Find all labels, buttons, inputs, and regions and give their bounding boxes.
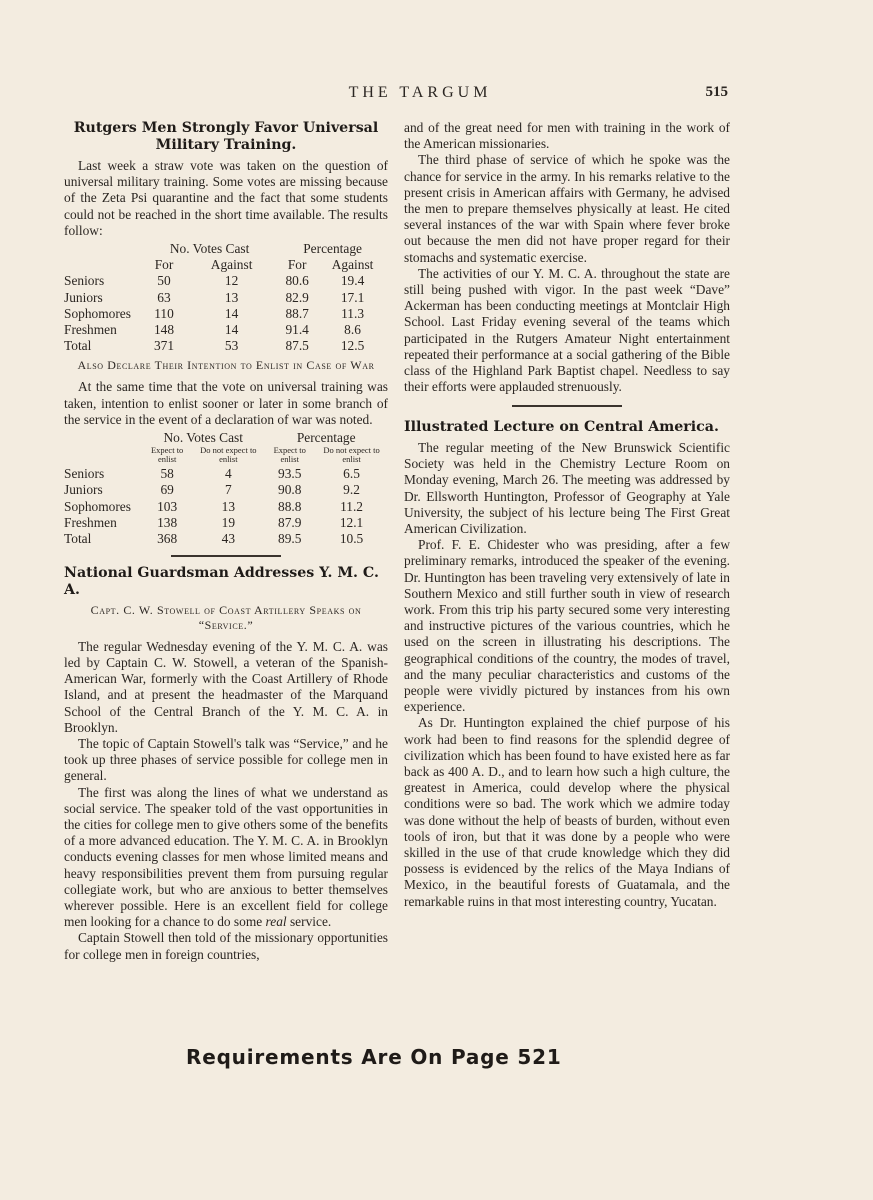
vote-table-enlist: [64, 430, 388, 547]
table-cell: 91.4: [285, 322, 309, 338]
table-cell: 89.5: [278, 531, 302, 547]
column-group-header: No. Votes Cast: [163, 430, 243, 446]
table-cell: 368: [157, 531, 178, 547]
table-group-header: [64, 430, 388, 446]
table-cell: 14: [224, 322, 239, 338]
table-cell: 43: [221, 531, 236, 547]
emphasis-text: real: [265, 914, 287, 930]
table-cell: 19: [221, 514, 236, 530]
table-cell: 53: [224, 338, 239, 354]
article-paragraph: The third phase of service of which he spoke was the chance for service in the army. In his remarks relative to the present crisis in American affairs with Germany, he advised the men to prepare themselves physically at least. He cited several instances of the war with Spain where fever broke out because the men did not have proper regard for their stomachs and systematic exercise.: [404, 152, 730, 265]
article-subhead-enlist: Also Declare Their Intention to Enlist in Case of War: [77, 358, 375, 373]
column-header: For: [154, 257, 174, 273]
table-cell: 13: [221, 498, 236, 514]
table-cell: 87.9: [278, 514, 302, 530]
table-row: [64, 466, 388, 482]
row-label: Sophomores: [64, 305, 131, 321]
table-cell: 90.8: [278, 482, 302, 498]
table-cell: 50: [157, 273, 171, 289]
page-number: 515: [705, 84, 728, 100]
column-header: Do not expect to enlist: [200, 445, 257, 465]
running-head: [62, 84, 742, 106]
table-cell: 13: [224, 289, 239, 305]
article-headline-lecture: Illustrated Lecture on Central America.: [404, 418, 719, 435]
section-divider: [171, 555, 281, 557]
article-paragraph: The activities of our Y. M. C. A. throughout the state are still being pushed with vigor. In the past week “Dave” Ackerman has been conducting meetings at Montclair High School. Last Friday evening several of the teams which participated in the Rutgers Amateur Night entertainment repeated their performance at a social gathering of the Bible class of the Highland Park Baptist chapel. Needless to say their efforts were applauded strenuously.: [404, 265, 730, 395]
article-paragraph: The topic of Captain Stowell's talk was “Service,” and he took up three phases of service possible for college men in general.: [64, 735, 388, 784]
table-row: [64, 515, 388, 531]
table-row: [64, 306, 388, 322]
article-paragraph: The regular meeting of the New Brunswick Scientific Society was held in the Chemistry Lecture Room on Monday evening, March 26. The meeting was addressed by Dr. Ellsworth Huntington, Professor of Geography at Yale University, the subject of his lecture being The First Great American Civilization.: [404, 439, 730, 536]
column-header: For: [287, 257, 307, 273]
vote-table-training: [64, 241, 388, 354]
table-cell: 87.5: [285, 338, 309, 354]
row-label: Freshmen: [64, 514, 117, 530]
table-row: [64, 338, 388, 354]
table-cell: 88.8: [278, 498, 302, 514]
right-column: [404, 120, 730, 910]
table-cell: 9.2: [343, 482, 360, 498]
row-label: Sophomores: [64, 498, 131, 514]
paragraph-text: The first was along the lines of what we understand as social service. The speaker told of the vast opportunities in the cities for college men to give others some of the benefits of a more advanced education. The Y. M. C. A. in Brooklyn conducts evening classes for men whose limited means and heavy responsibilities prevent them from pursuing regular collegiate work, but who are anxious to better themselves wherever possible. Here is an excellent field for college men looking for a chance to do some: [64, 784, 388, 930]
table-cell: 10.5: [339, 531, 364, 547]
table-row: [64, 273, 388, 289]
column-group-header: Percentage: [296, 430, 356, 446]
row-label: Total: [64, 338, 92, 354]
section-divider: [512, 405, 622, 407]
table-cell: 6.5: [343, 466, 360, 482]
table-cell: 11.3: [341, 305, 365, 321]
article-paragraph: The regular Wednesday evening of the Y. M. C. A. was led by Captain C. W. Stowell, a veteran of the Spanish-American War, formerly with the Coast Artillery of Rhode Island, and at present the headmaster of the Marquand School of the Central Branch of the Y. M. C. A. in Brooklyn.: [64, 638, 388, 735]
masthead: THE TARGUM: [348, 84, 492, 101]
table-cell: 12.5: [340, 338, 365, 354]
table-row: [64, 290, 388, 306]
footer-banner: Requirements Are On Page 521: [186, 1045, 562, 1069]
table-cell: 110: [154, 305, 174, 321]
table-cell: 103: [157, 498, 178, 514]
table-row: [64, 499, 388, 515]
article-paragraph: At the same time that the vote on universal training was taken, intention to enlist sooner or later in some branch of the service in the event of a declaration of war was noted.: [64, 379, 388, 427]
row-label: Freshmen: [64, 322, 117, 338]
column-header: Expect to enlist: [273, 445, 306, 465]
article-paragraph: Captain Stowell then told of the missionary opportunities for college men in foreign countries,: [64, 930, 388, 962]
table-cell: 17.1: [340, 289, 365, 305]
table-row: [64, 322, 388, 338]
table-sub-header: [64, 446, 388, 466]
table-row: [64, 531, 388, 547]
article-continuation: and of the great need for men with training in the work of the American missionaries.: [404, 120, 730, 152]
column-header: Against: [210, 257, 253, 273]
paragraph-text: service.: [286, 914, 332, 930]
table-cell: 14: [224, 305, 239, 321]
table-cell: 138: [157, 514, 178, 530]
table-cell: 12.1: [339, 514, 364, 530]
column-header: Do not expect to enlist: [323, 445, 380, 465]
article-headline-guardsman: National Guardsman Addresses Y. M. C. A.: [64, 564, 379, 598]
row-label: Seniors: [64, 466, 105, 482]
table-cell: 63: [157, 289, 171, 305]
row-label: Juniors: [64, 482, 103, 498]
table-cell: 69: [160, 482, 174, 498]
table-sub-header: [64, 257, 388, 273]
row-label: Total: [64, 531, 92, 547]
column-header: Against: [331, 257, 374, 273]
article-subhead-stowell: Capt. C. W. Stowell of Coast Artillery Speaks on “Service.”: [90, 602, 362, 632]
article-paragraph: Last week a straw vote was taken on the question of universal military training. Some votes are missing because of the Zeta Psi quarantine and the fact that some students could not be reached in the short time available. The results follow:: [64, 158, 388, 238]
row-label: Juniors: [64, 289, 103, 305]
column-group-header: Percentage: [303, 241, 362, 257]
table-cell: 58: [160, 466, 174, 482]
table-cell: 8.6: [344, 322, 361, 338]
article-headline-military-training: Rutgers Men Strongly Favor Universal Military Training.: [73, 120, 379, 153]
column-header: Expect to enlist: [150, 445, 184, 465]
article-paragraph: Prof. F. E. Chidester who was presiding, after a few preliminary remarks, introduced the speaker of the evening. Dr. Huntington has been traveling very extensively of late in Southern Mexico and still further south in view of research work. From this trip his party secured some very interesting and instructive pictures of the various countries, which he used on the screen in illustrating his descriptions. The geographical conditions of the country, the modes of travel, and the many peculiar characteristics and customs of the people were vividly pictured by instances from his own experience.: [404, 537, 730, 715]
table-cell: 11.2: [340, 498, 363, 514]
column-group-header: No. Votes Cast: [169, 241, 250, 257]
table-cell: 148: [153, 322, 175, 338]
table-group-header: [64, 241, 388, 257]
table-cell: 371: [153, 338, 175, 354]
table-cell: 88.7: [285, 305, 309, 321]
table-cell: 80.6: [285, 273, 309, 289]
article-paragraph: [64, 785, 388, 931]
table-cell: 19.4: [340, 273, 365, 289]
row-label: Seniors: [64, 273, 105, 289]
table-cell: 12: [224, 273, 239, 289]
table-cell: 4: [225, 466, 232, 482]
table-row: [64, 482, 388, 498]
article-paragraph: As Dr. Huntington explained the chief purpose of his work had been to find reasons for the splendid degree of civilization which has been found to have existed here as far back as 400 A. D., and to learn how such a high culture, the greatest in America, could develop where the physical conditions were so bad. The work which we admire today was done without the help of beasts of burden, without even tools of iron, but that it was done by a people who were skilled in the use of that crude knowledge which they did possess is evidenced by the relics of the Maya Indians of Mexico, in the beautiful forests of Guatamala, and the remarkable ruins in that most interesting country, Yucatan.: [404, 715, 730, 909]
table-cell: 93.5: [278, 466, 302, 482]
table-cell: 7: [225, 482, 232, 498]
left-column: [64, 120, 388, 963]
table-cell: 82.9: [285, 289, 309, 305]
